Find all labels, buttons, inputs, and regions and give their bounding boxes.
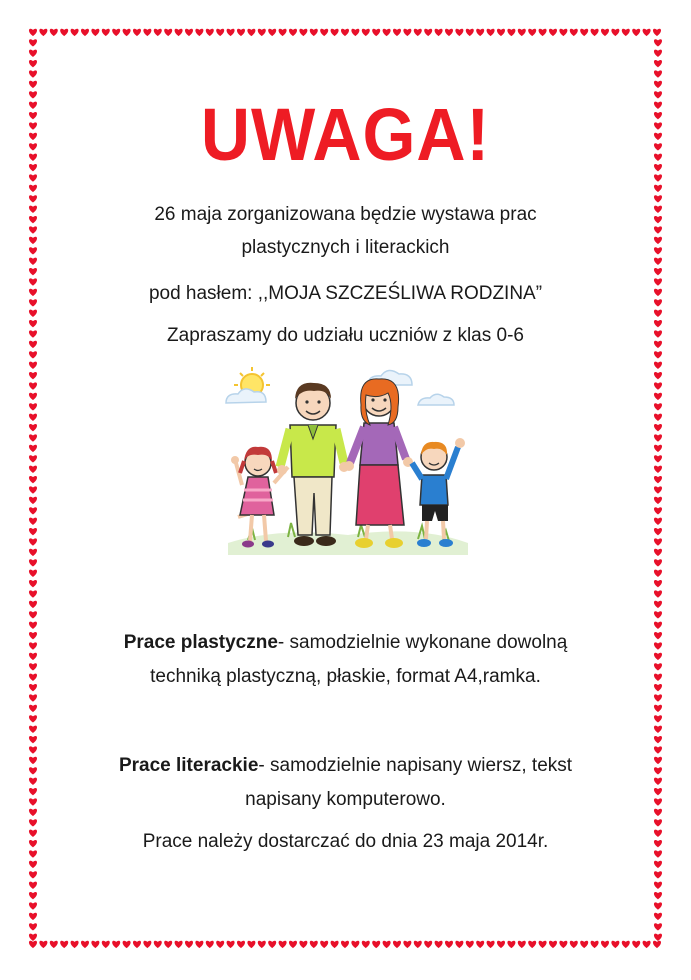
heart-icon [29,226,37,233]
heart-icon [123,941,131,948]
heart-icon [29,497,37,504]
heart-icon [654,570,662,577]
heart-icon [559,941,567,948]
heart-icon [654,278,662,285]
heart-icon [29,258,37,265]
heart-icon [227,29,235,36]
heart-icon [591,29,599,36]
heart-icon [29,70,37,77]
heart-icon [185,941,193,948]
heart-icon [60,29,68,36]
heart-icon [237,29,245,36]
heart-icon [185,29,193,36]
heart-icon [29,559,37,566]
heart-icon [29,414,37,421]
heart-icon [654,757,662,764]
heart-icon [39,29,47,36]
heart-icon [29,528,37,535]
heart-icon [29,941,37,948]
heart-icon [570,29,578,36]
heart-icon [611,29,619,36]
heart-icon [29,736,37,743]
heart-icon [654,674,662,681]
heart-icon [29,195,37,202]
heart-icon [29,778,37,785]
heart-icon [102,29,110,36]
heart-icon [29,50,37,57]
heart-icon [601,29,609,36]
heart-icon [247,29,255,36]
heart-icon [29,809,37,816]
heart-icon [424,941,432,948]
heart-icon [654,590,662,597]
heart-icon [29,476,37,483]
literary-works-label: Prace literackie [118,755,259,776]
heart-icon [654,642,662,649]
heart-icon [29,934,37,941]
heart-icon [372,941,380,948]
heart-icon [654,715,662,722]
heart-icon [476,941,484,948]
heart-icon [653,941,661,948]
heart-icon [341,29,349,36]
heart-icon [29,403,37,410]
heart-icon [29,715,37,722]
heart-icon [154,29,162,36]
heart-icon [654,70,662,77]
heart-icon [435,29,443,36]
heart-icon [29,372,37,379]
heart-icon [654,414,662,421]
heart-icon [29,788,37,795]
heart-icon [29,819,37,826]
heart-icon [601,941,609,948]
heart-icon [29,830,37,837]
heart-icon [654,195,662,202]
heart-icon [143,941,151,948]
theme-line: pod hasłem: ,,MOJA SZCZEŚLIWA RODZINA” [148,283,543,304]
heart-icon [29,455,37,462]
heart-icon [654,663,662,670]
heart-icon [29,902,37,909]
heart-icon [123,29,131,36]
heart-icon [29,694,37,701]
heart-icon [29,923,37,930]
heart-icon [497,29,505,36]
heart-icon [299,29,307,36]
heart-icon [654,892,662,899]
heart-icon [654,549,662,556]
heart-icon [654,466,662,473]
heart-icon [29,29,37,36]
heart-icon [654,622,662,629]
heart-icon [91,29,99,36]
art-works-text-a: - samodzielnie wykonane dowolną [277,632,568,653]
heart-icon [29,871,37,878]
heart-icon [39,941,47,948]
heart-icon [29,518,37,525]
heart-icon [632,941,640,948]
heart-icon [466,29,474,36]
heart-icon [29,570,37,577]
heart-icon [29,60,37,67]
heart-icon [654,767,662,774]
heart-icon [654,861,662,868]
heart-icon [289,941,297,948]
heart-icon [654,632,662,639]
heart-icon [29,549,37,556]
heart-icon [654,923,662,930]
heart-icon [102,941,110,948]
heart-icon [654,726,662,733]
heart-icon [539,29,547,36]
heart-icon [654,934,662,941]
heart-icon [622,941,630,948]
intro-line-1: 26 maja zorganizowana będzie wystawa prac [154,204,537,225]
heart-icon [237,941,245,948]
heart-icon [279,941,287,948]
heart-icon [29,237,37,244]
heart-icon [654,528,662,535]
heart-icon [71,941,79,948]
heart-icon [29,622,37,629]
heart-icon [29,580,37,587]
art-works-line-1 [60,626,631,659]
heart-icon [362,29,370,36]
heart-icon [559,29,567,36]
heart-icon [654,788,662,795]
heart-icon [29,330,37,337]
heart-icon [654,393,662,400]
heart-icon [654,538,662,545]
art-works-line-2: techniką plastyczną, płaskie, format A4,ramka. [150,666,541,687]
heart-icon [133,29,141,36]
heart-icon [268,941,276,948]
invitation-line: Zapraszamy do udziału uczniów z klas 0-6 [167,325,524,346]
heart-icon [29,653,37,660]
heart-icon [654,268,662,275]
heart-icon [29,362,37,369]
heart-icon [29,445,37,452]
heart-icon [654,809,662,816]
heart-icon [654,258,662,265]
heart-icon [654,840,662,847]
heart-icon [393,29,401,36]
heart-icon [424,29,432,36]
heart-icon [133,941,141,948]
heart-icon [507,29,515,36]
heart-icon [549,941,557,948]
poster-title: UWAGA! [200,93,491,176]
heart-icon [643,29,651,36]
heart-icon [654,341,662,348]
heart-icon [29,434,37,441]
heart-icon [29,861,37,868]
heart-icon [654,185,662,192]
heart-icon [466,941,474,948]
heart-icon [310,29,318,36]
heart-icon [60,941,68,948]
heart-icon [487,941,495,948]
heart-icon [476,29,484,36]
heart-icon [164,941,172,948]
heart-icon [643,941,651,948]
heart-icon [654,830,662,837]
heart-icon [154,941,162,948]
heart-icon [654,913,662,920]
heart-icon [654,310,662,317]
heart-icon [29,757,37,764]
heart-icon [29,674,37,681]
heart-icon [29,320,37,327]
heart-icon [414,941,422,948]
heart-icon [435,941,443,948]
heart-icon [29,601,37,608]
heart-icon [206,29,214,36]
heart-icon [29,486,37,493]
heart-icon [654,445,662,452]
heart-icon [632,29,640,36]
heart-icon [206,941,214,948]
heart-icon [654,403,662,410]
heart-icon [654,372,662,379]
heart-icon [29,39,37,46]
heart-icon [216,29,224,36]
heart-icon [29,289,37,296]
heart-icon [331,941,339,948]
literary-works-line-1 [60,749,631,782]
heart-icon [29,767,37,774]
heart-icon [247,941,255,948]
heart-icon [654,382,662,389]
heart-icon [258,941,266,948]
heart-icon [591,941,599,948]
heart-icon [29,268,37,275]
heart-icon [29,206,37,213]
heart-icon [654,902,662,909]
heart-icon [29,341,37,348]
heart-icon [539,941,547,948]
heart-icon [654,299,662,306]
heart-icon [175,29,183,36]
heart-icon [393,941,401,948]
heart-icon [320,941,328,948]
heart-icon [653,29,661,36]
deadline-line: Prace należy dostarczać do dnia 23 maja 2014r. [142,831,549,852]
heart-icon [112,29,120,36]
heart-icon [654,798,662,805]
heart-icon [320,29,328,36]
heart-icon [445,941,453,948]
heart-icon [164,29,172,36]
heart-icon [29,882,37,889]
heart-icon [383,941,391,948]
heart-icon [654,850,662,857]
heart-icon [654,247,662,254]
heart-icon [622,29,630,36]
heart-icon [383,29,391,36]
heart-icon [654,486,662,493]
heart-icon [414,29,422,36]
heart-icon [341,941,349,948]
heart-icon [81,941,89,948]
heart-icon [310,941,318,948]
literary-works-line-2: napisany komputerowo. [245,789,446,810]
heart-icon [29,247,37,254]
heart-icon [29,299,37,306]
heart-icon [654,819,662,826]
heart-icon [299,941,307,948]
heart-icon [29,590,37,597]
literary-works-text-a: - samodzielnie napisany wiersz, tekst [258,755,573,776]
heart-icon [216,941,224,948]
heart-icon [29,216,37,223]
heart-icon [29,726,37,733]
heart-icon [654,206,662,213]
heart-icon [654,455,662,462]
heart-icon [29,684,37,691]
heart-icon [654,611,662,618]
heart-icon [362,941,370,948]
heart-icon [258,29,266,36]
heart-icon [195,941,203,948]
heart-icon [29,611,37,618]
heart-icon [654,778,662,785]
heart-icon [71,29,79,36]
heart-icon [580,29,588,36]
heart-icon [570,941,578,948]
heart-icon [29,913,37,920]
heart-icon [455,941,463,948]
intro-line-2: plastycznych i literackich [241,237,450,258]
heart-icon [518,941,526,948]
heart-icon [654,237,662,244]
heart-icon [195,29,203,36]
heart-icon [654,362,662,369]
heart-icon [29,538,37,545]
heart-icon [289,29,297,36]
heart-icon [654,476,662,483]
heart-icon [654,580,662,587]
heart-icon [29,466,37,473]
heart-icon [227,941,235,948]
heart-icon [654,497,662,504]
heart-icon [29,892,37,899]
heart-icon [654,601,662,608]
heart-icon [654,518,662,525]
heart-icon [29,642,37,649]
heart-icon [654,50,662,57]
heart-icon [654,81,662,88]
heart-icon [29,382,37,389]
heart-icon [29,840,37,847]
heart-icon [455,29,463,36]
heart-icon [81,29,89,36]
heart-icon [143,29,151,36]
heart-icon [654,226,662,233]
heart-icon [654,705,662,712]
heart-icon [654,330,662,337]
heart-icon [403,941,411,948]
heart-icon [487,29,495,36]
heart-icon [654,434,662,441]
heart-icon [654,216,662,223]
heart-icon [654,882,662,889]
heart-icon [29,351,37,358]
heart-icon [654,871,662,878]
heart-icon [268,29,276,36]
heart-icon [654,60,662,67]
heart-icon [654,653,662,660]
heart-icon [654,39,662,46]
heart-icon [445,29,453,36]
heart-icon [331,29,339,36]
heart-icon [279,29,287,36]
heart-icon [29,81,37,88]
heart-icon [29,850,37,857]
heart-icon [654,351,662,358]
heart-icon [654,736,662,743]
heart-icon [518,29,526,36]
heart-icon [528,941,536,948]
heart-icon [50,29,58,36]
heart-icon [29,310,37,317]
heart-icon [29,663,37,670]
heart-icon [528,29,536,36]
heart-icon [611,941,619,948]
heart-icon [654,424,662,431]
heart-icon [580,941,588,948]
heart-icon [29,278,37,285]
heart-icon [29,705,37,712]
heart-icon [29,185,37,192]
heart-icon [507,941,515,948]
heart-icon [549,29,557,36]
heart-icon [654,559,662,566]
heart-icon [91,941,99,948]
heart-icon [403,29,411,36]
heart-icon [654,320,662,327]
heart-icon [29,798,37,805]
heart-icon [654,746,662,753]
heart-icon [29,632,37,639]
heart-icon [50,941,58,948]
heart-icon [654,684,662,691]
art-works-label: Prace plastyczne [123,632,278,653]
heart-icon [351,29,359,36]
heart-icon [497,941,505,948]
heart-icon [29,507,37,514]
heart-icon [29,424,37,431]
heart-icon [29,746,37,753]
heart-icon [29,393,37,400]
heart-icon [175,941,183,948]
heart-icon [112,941,120,948]
heart-icon [654,289,662,296]
heart-icon [654,694,662,701]
heart-icon [372,29,380,36]
heart-icon [654,507,662,514]
family-illustration [218,365,478,565]
heart-icon [351,941,359,948]
